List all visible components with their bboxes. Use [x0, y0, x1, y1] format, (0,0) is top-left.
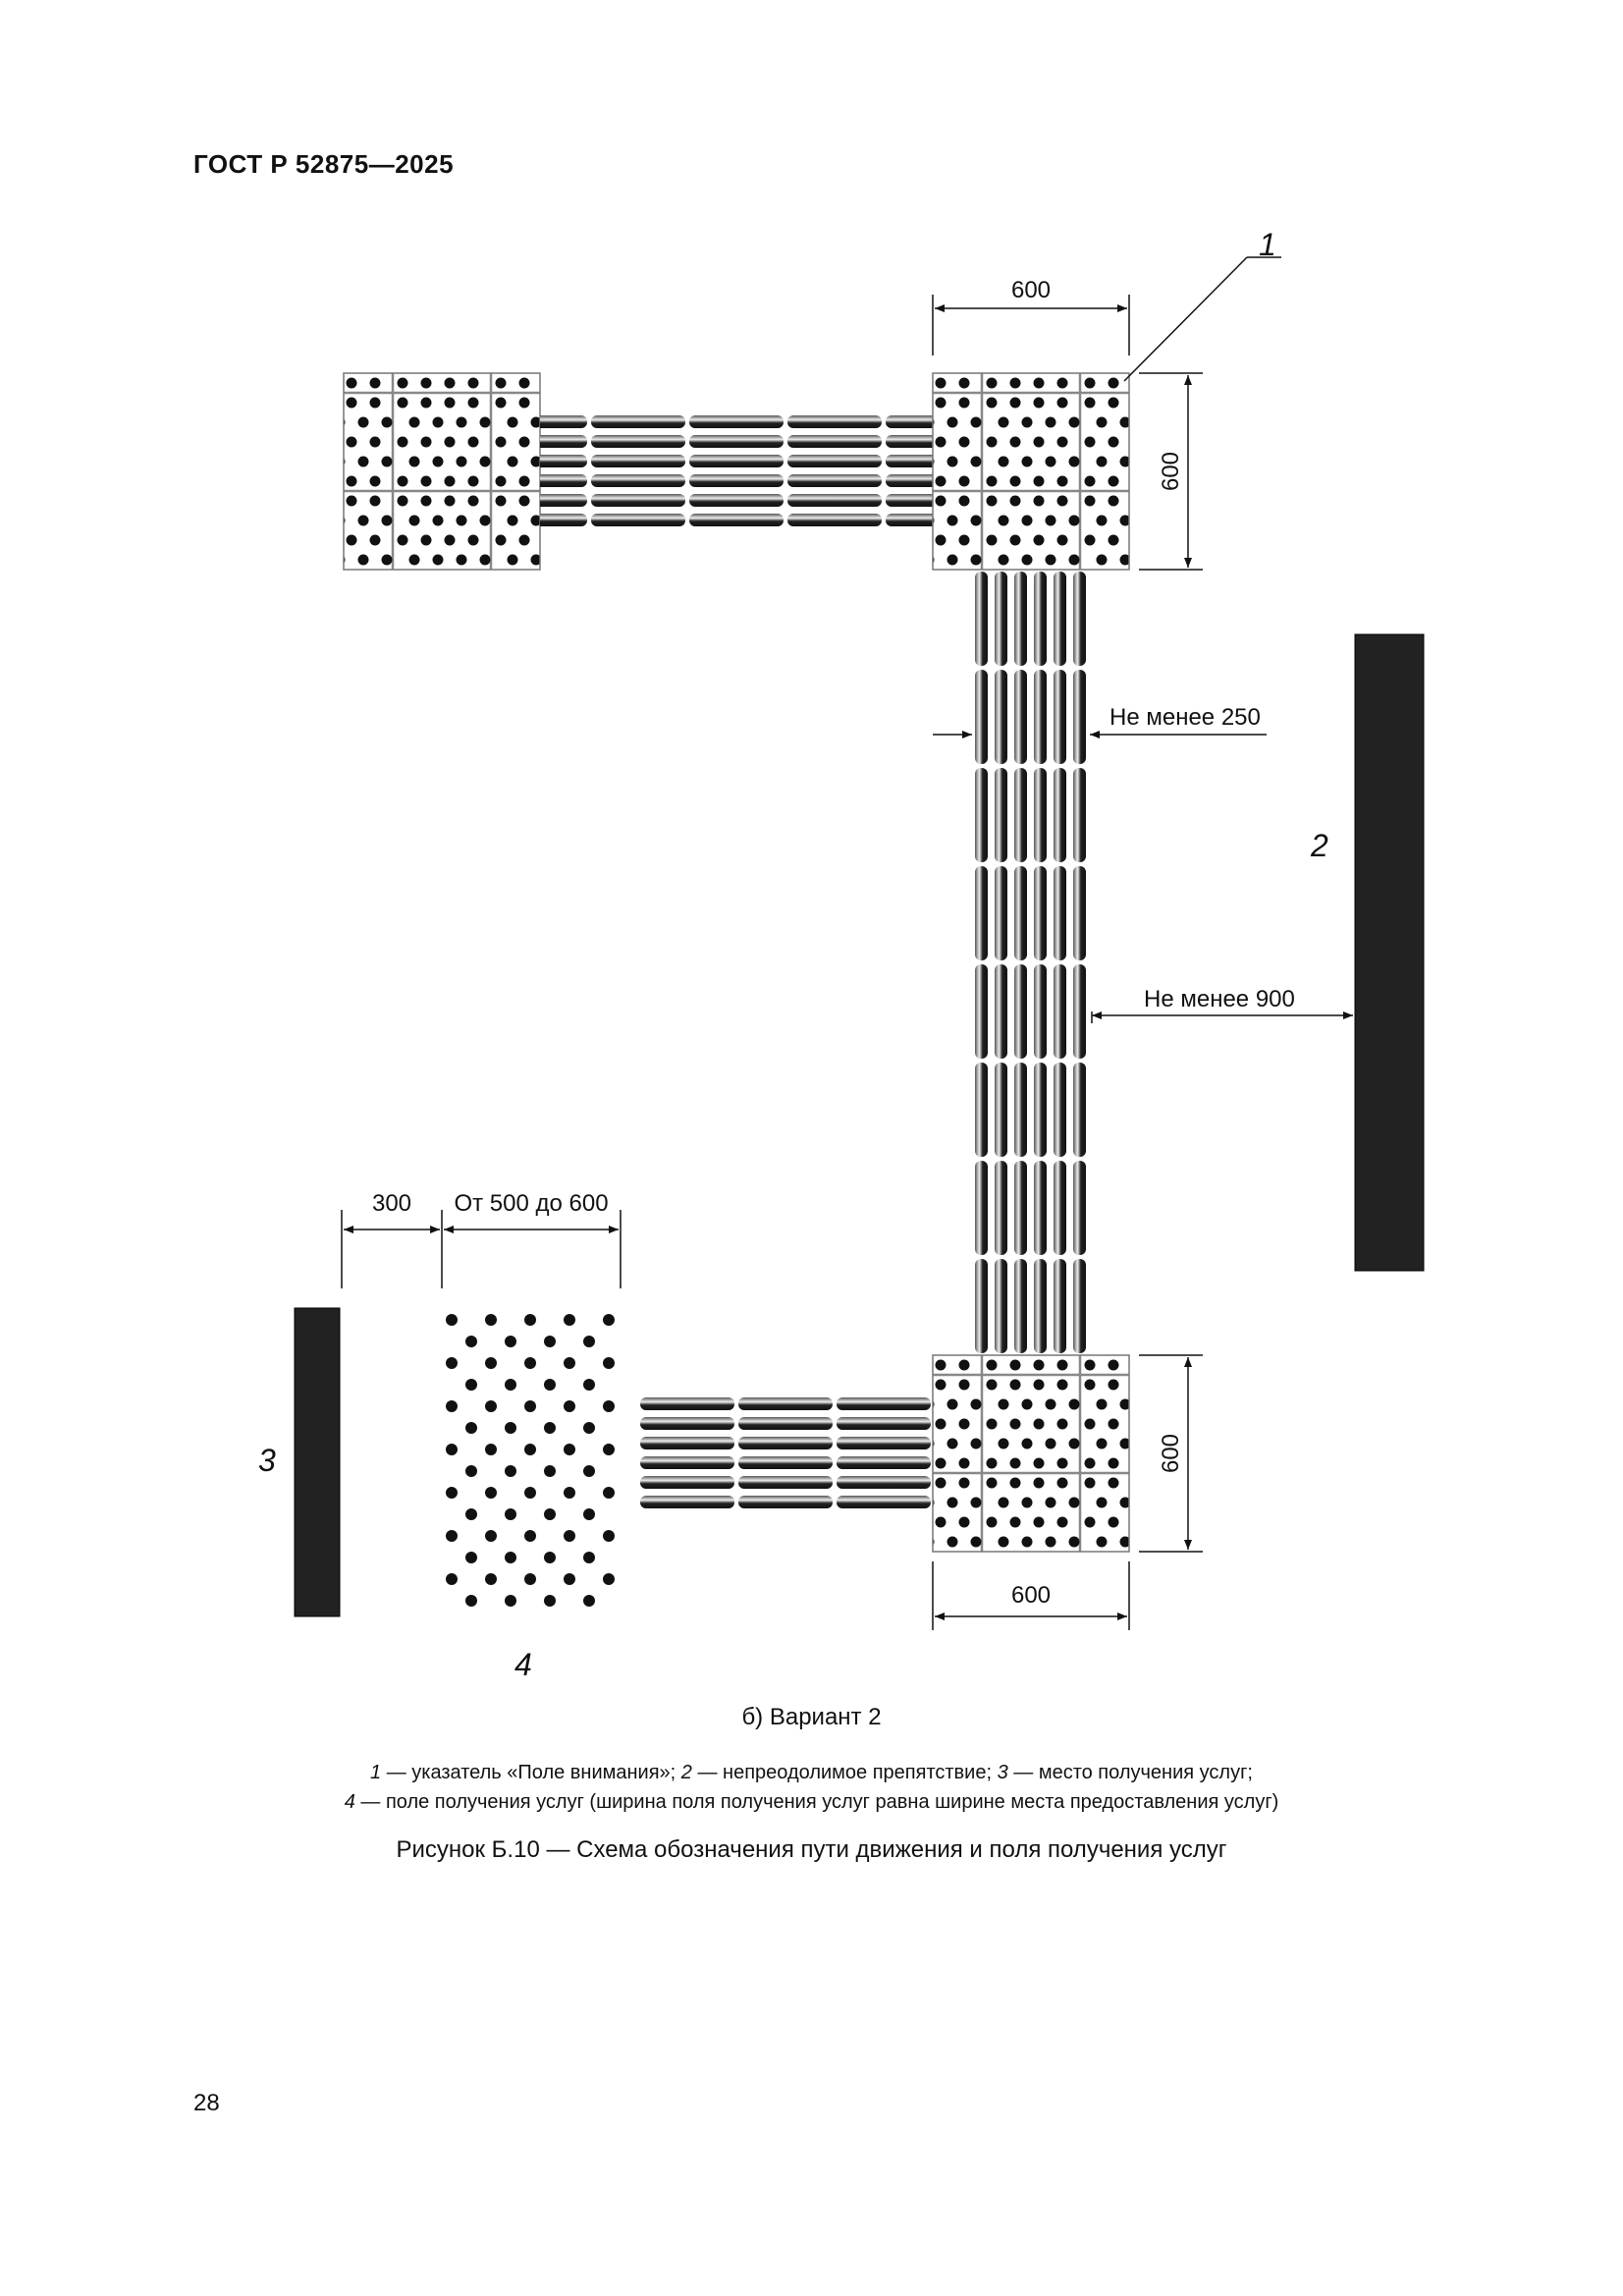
- legend-text-2: — непреодолимое препятствие;: [691, 1762, 998, 1783]
- legend-text-1: — указатель «Поле внимания»;: [381, 1762, 681, 1783]
- legend-num-1: 1: [370, 1762, 382, 1783]
- callout-2-label: 2: [1311, 828, 1328, 863]
- callout-4-label: 4: [514, 1647, 532, 1682]
- warning-tile-bottom-right: [933, 1355, 1129, 1552]
- legend-num-3: 3: [997, 1762, 1008, 1783]
- guide-path-vertical: [972, 570, 1090, 1355]
- dimension-gap-label: 300: [371, 1190, 412, 1217]
- dimension-top-width: [933, 295, 1129, 355]
- legend-text-3: — место получения услуг;: [1007, 1762, 1253, 1783]
- figure-title: Рисунок Б.10 — Схема обозначения пути движения и поля получения услуг: [396, 1836, 1227, 1863]
- dimension-path-width-label: Не менее 250: [1109, 704, 1261, 731]
- service-counter: [295, 1308, 340, 1616]
- legend-text-4: — поле получения услуг (ширина поля получения услуг равна ширине места предоставления услуг): [354, 1791, 1279, 1813]
- warning-tile-top-left: [344, 373, 540, 570]
- callout-1-leader: [1124, 257, 1247, 381]
- legend-num-2: 2: [680, 1762, 692, 1783]
- dimension-service-width-label: От 500 до 600: [454, 1190, 609, 1217]
- dimension-service-zone: [342, 1210, 621, 1288]
- legend-line-2: [0, 1787, 1623, 1817]
- legend-line-1: [0, 1758, 1623, 1787]
- figure-subcaption: б) Вариант 2: [741, 1704, 882, 1730]
- guide-path-bottom: [638, 1394, 933, 1512]
- dimension-top-width-label: 600: [1010, 277, 1052, 303]
- obstacle: [1355, 634, 1424, 1271]
- warning-tile-top-right: [933, 373, 1129, 570]
- dimension-obstacle-distance: [1092, 1011, 1353, 1023]
- figure-legend: [0, 1758, 1623, 1817]
- callout-3-label: 3: [258, 1443, 276, 1478]
- callout-1-label: 1: [1259, 227, 1276, 262]
- service-field: [442, 1310, 619, 1616]
- dimension-bottom-width-label: 600: [1010, 1582, 1052, 1609]
- document-header: ГОСТ Р 52875—2025: [193, 149, 455, 179]
- dimension-top-height-label: 600: [1158, 451, 1184, 492]
- guide-path-top: [540, 412, 933, 530]
- dimension-bottom-height-label: 600: [1158, 1433, 1184, 1474]
- dimension-obstacle-distance-label: Не менее 900: [1144, 986, 1295, 1012]
- page-number: 28: [193, 2090, 220, 2116]
- legend-num-4: 4: [344, 1791, 355, 1813]
